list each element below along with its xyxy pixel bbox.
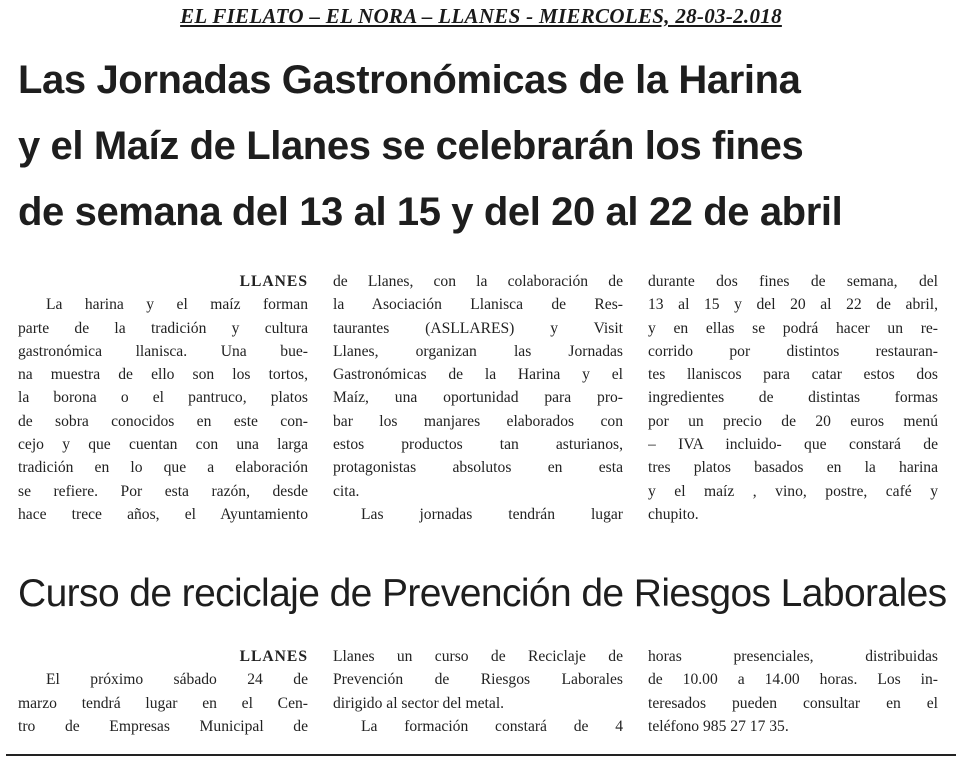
- text-line: 13 al 15 y del 20 al 22 de abril,: [648, 296, 938, 314]
- text-line: El próximo sábado 24 de: [46, 671, 308, 689]
- text-line: parte de la tradición y cultura: [18, 319, 308, 337]
- text-line: de 10.00 a 14.00 horas. Los in-: [648, 671, 938, 689]
- text-line: Maíz, una oportunidad para pro-: [333, 389, 623, 407]
- text-line: dirigido al sector del metal.: [333, 694, 505, 712]
- text-line: por un precio de 20 euros menú: [648, 412, 938, 430]
- text-line: taurantes (ASLLARES) y Visit: [333, 319, 623, 337]
- article2-column-3: [648, 645, 938, 738]
- text-line: de sobra conocidos en este con-: [18, 412, 308, 430]
- text-line: bar los manjares elaborados con: [333, 412, 623, 430]
- text-line: teresados pueden consultar en el: [648, 694, 938, 712]
- article2-headline: [18, 566, 948, 622]
- text-line: cejo y que cuentan con una larga: [18, 436, 308, 454]
- text-line: Prevención de Riesgos Laborales: [333, 671, 623, 689]
- text-line: na muestra de ello son los tortos,: [18, 366, 308, 384]
- text-line: gastronómica llanisca. Una bue-: [18, 342, 308, 360]
- article2-column-1: [18, 645, 308, 738]
- article1-headline: [18, 47, 948, 245]
- text-line: – IVA incluido- que constará de: [648, 436, 938, 454]
- text-line: cita.: [333, 482, 360, 500]
- text-line: La formación constará de 4: [361, 717, 623, 735]
- headline-line: de semana del 13 al 15 y del 20 al 22 de abril: [18, 190, 843, 234]
- text-line: estos productos tan asturianos,: [333, 436, 623, 454]
- text-line: La harina y el maíz forman: [46, 296, 308, 314]
- headline-line: y el Maíz de Llanes se celebrarán los fines: [18, 124, 804, 168]
- text-line: Llanes un curso de Reciclaje de: [333, 648, 623, 665]
- text-line: protagonistas absolutos en esta: [333, 459, 623, 477]
- text-line: tradición en lo que a elaboración: [18, 459, 308, 477]
- text-line: Gastronómicas de la Harina y el: [333, 366, 623, 384]
- text-line: se refiere. Por esta razón, desde: [18, 482, 308, 500]
- text-line: chupito.: [648, 505, 699, 523]
- text-line: horas presenciales, distribuidas: [648, 648, 938, 665]
- text-line: teléfono 985 27 17 35.: [648, 717, 789, 735]
- text-line: ingredientes de distintas formas: [648, 389, 938, 407]
- text-line: de Llanes, con la colaboración de: [333, 273, 623, 290]
- dateline: LLANES: [239, 273, 308, 290]
- masthead: EL FIELATO – EL NORA – LLANES - MIERCOLES, 28-03-2.018: [180, 4, 782, 28]
- headline-line: Curso de reciclaje de Prevención de Riesgos Laborales: [18, 572, 947, 615]
- text-line: durante dos fines de semana, del: [648, 273, 938, 290]
- text-line: corrido por distintos restauran-: [648, 342, 938, 360]
- article1-column-1: [18, 270, 308, 526]
- text-line: Las jornadas tendrán lugar: [361, 505, 623, 523]
- text-line: hace trece años, el Ayuntamiento: [18, 505, 308, 523]
- text-line: tro de Empresas Municipal de: [18, 717, 308, 735]
- article2-column-2: [333, 645, 623, 738]
- dateline: LLANES: [239, 648, 308, 665]
- article1-column-2: [333, 270, 623, 526]
- text-line: la Asociación Llanisca de Res-: [333, 296, 623, 314]
- text-line: tes llaniscos para catar estos dos: [648, 366, 938, 384]
- article1-column-3: [648, 270, 938, 526]
- text-line: marzo tendrá lugar en el Cen-: [18, 694, 308, 712]
- text-line: y el maíz , vino, postre, café y: [648, 482, 938, 500]
- bottom-rule: [6, 754, 956, 756]
- text-line: y en ellas se podrá hacer un re-: [648, 319, 938, 337]
- text-line: Llanes, organizan las Jornadas: [333, 342, 623, 360]
- headline-line: Las Jornadas Gastronómicas de la Harina: [18, 58, 801, 102]
- text-line: la borona o el pantruco, platos: [18, 389, 308, 407]
- text-line: tres platos basados en la harina: [648, 459, 938, 477]
